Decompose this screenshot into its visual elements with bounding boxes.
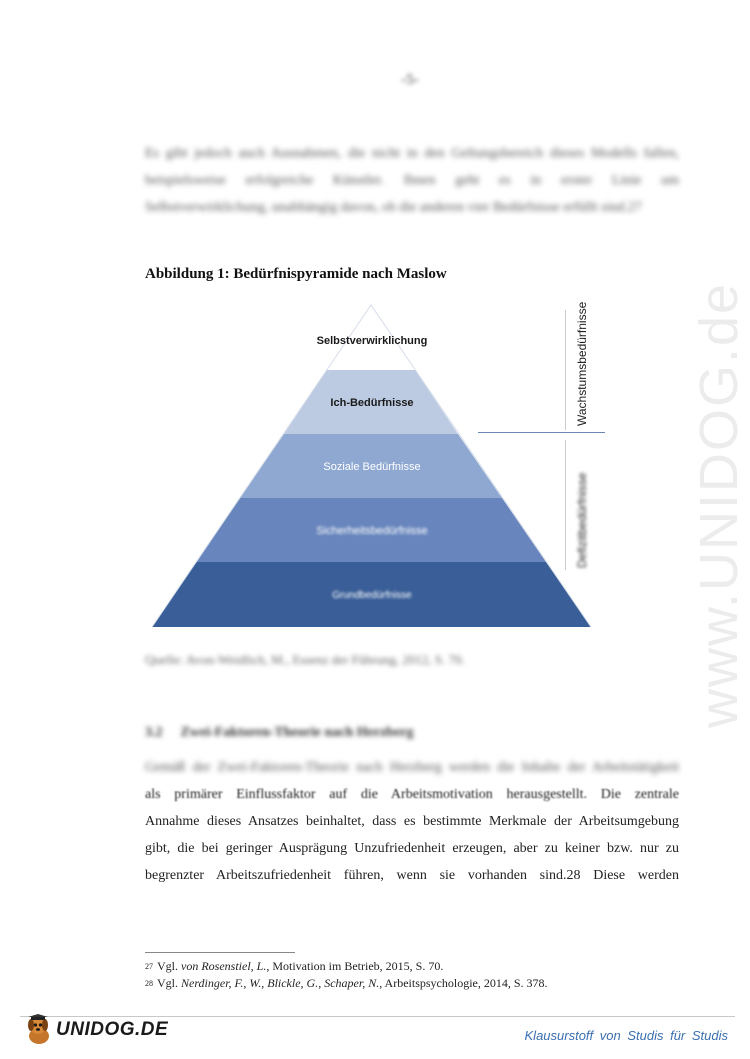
figure-source: Quelle: Avon-Weidlich, M., Essenz der Führung, 2012, S. 70. (145, 652, 465, 667)
pyramid-label-2: Ich-Bedürfnisse (330, 397, 414, 409)
body-line-2: als primärer Einflussfaktor auf die Arbeitsmotivation herausgestellt. Die zentrale (145, 787, 679, 802)
footnotes (145, 958, 548, 992)
body-line-3: Annahme dieses Ansatzes beinhaltet, dass es bestimmte Merkmale der Arbeitsumgebung (145, 814, 679, 829)
footnote-27-number: 27 (145, 962, 153, 971)
footnote-27-authors: von Rosenstiel, L., (181, 959, 270, 973)
deficit-needs-label: Defizitbedürfnisse (575, 472, 589, 568)
growth-needs-label: Wachstumsbedürfnisse (575, 301, 589, 426)
needs-divider-line (478, 432, 605, 433)
section-number: 3.2 (145, 725, 163, 740)
unidog-logo (24, 1014, 168, 1046)
footnote-28 (145, 975, 548, 992)
intro-line-2: beispielsweise erfolgreiche Künstler. Ihnen geht es in erster Linie um (145, 173, 679, 188)
growth-bracket-line (565, 310, 566, 430)
footnote-27-rest: Motivation im Betrieb, 2015, S. 70. (269, 959, 444, 973)
body-line-5: begrenzter Arbeitszufriedenheit führen, wenn sie vorhanden sind.28 Diese werden (145, 868, 679, 883)
pyramid-label-5: Grundbedürfnisse (332, 590, 412, 601)
pyramid-label-3: Soziale Bedürfnisse (323, 461, 421, 473)
footnote-28-authors: Nerdinger, F., W., Blickle, G., Schaper, N., (181, 976, 383, 990)
footnote-27 (145, 958, 548, 975)
section-title: Zwei-Faktoren-Theorie nach Herzberg (180, 725, 414, 740)
intro-line-3: Selbstverwirklichung, unabhängig davon, ob die anderen vier Bedürfnisse erfüllt sind.27 (145, 200, 642, 215)
logo-text: UNIDOG.DE (56, 1019, 169, 1040)
footnote-28-number: 28 (145, 979, 153, 988)
intro-line-1: Es gibt jedoch auch Ausnahmen, die nicht in den Geltungsbereich dieses Modells fallen, (145, 146, 679, 161)
figure-caption: Abbildung 1: Bedürfnispyramide nach Maslow (145, 266, 447, 282)
body-line-1: Gemäß der Zwei-Faktoren-Theorie nach Herzberg werden die Inhalte der Arbeitstätigkeit (145, 760, 679, 775)
intro-paragraph-last (145, 194, 679, 221)
footnote-27-prefix: Vgl. (157, 959, 181, 973)
body-paragraph (145, 754, 679, 889)
pyramid-label-4: Sicherheitsbedürfnisse (316, 525, 428, 537)
section-heading (145, 725, 432, 741)
footnote-separator (145, 952, 295, 953)
dog-mascot-icon (24, 1014, 54, 1046)
footnote-28-rest: Arbeitspsychologie, 2014, S. 378. (382, 976, 548, 990)
deficit-bracket-line (565, 440, 566, 570)
watermark: www.UNIDOG.de (689, 281, 749, 728)
maslow-pyramid (140, 300, 600, 635)
page-number: -5- (401, 72, 419, 88)
pyramid-label-1: Selbstverwirklichung (316, 335, 428, 347)
footer-tagline: Klausurstoff von Studis für Studis (524, 1028, 728, 1043)
body-line-4: gibt, die bei geringer Ausprägung Unzufriedenheit erzeugen, aber zu keiner bzw. nur zu (145, 841, 679, 856)
intro-paragraph (145, 140, 679, 194)
footnote-28-prefix: Vgl. (157, 976, 181, 990)
